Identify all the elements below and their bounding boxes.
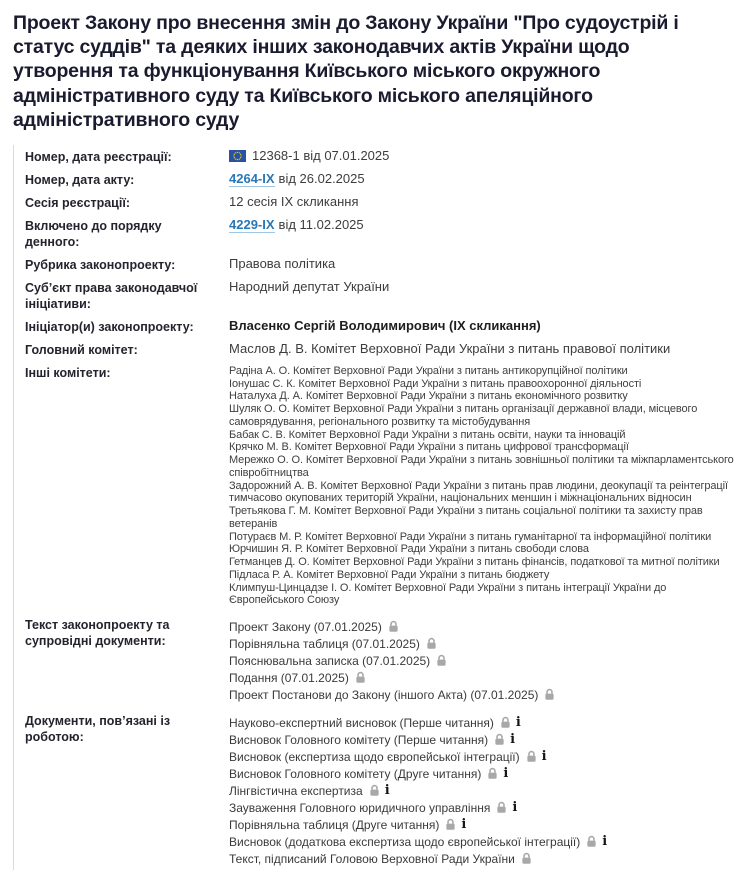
bill-documents-list	[229, 616, 734, 703]
lock-icon[interactable]	[526, 750, 537, 763]
document-title[interactable]: Зауваження Головного юридичного управління	[229, 800, 491, 815]
field-row-registration	[25, 145, 734, 168]
field-row-initiator	[25, 315, 734, 338]
document-item[interactable]	[229, 618, 734, 635]
lock-icon[interactable]	[445, 818, 456, 831]
registration-number: 12368-1 від 07.01.2025	[252, 147, 390, 163]
document-title[interactable]: Порівняльна таблиця (07.01.2025)	[229, 636, 420, 651]
document-title[interactable]: Проект Постанови до Закону (іншого Акта) (07.01.2025)	[229, 687, 539, 702]
rubric-value: Правова політика	[229, 255, 336, 271]
document-item[interactable]	[229, 748, 734, 765]
act-label: Номер, дата акту:	[25, 172, 135, 187]
committee-item: Бабак С. В. Комітет Верховної Ради України з питань освіти, науки та інновацій	[229, 428, 626, 441]
subject-label: Суб’єкт права законодавчої ініціативи:	[25, 280, 198, 311]
document-item[interactable]	[229, 731, 734, 748]
info-icon[interactable]: i	[503, 766, 509, 782]
registration-label: Номер, дата реєстрації:	[25, 149, 172, 164]
bill-documents-label: Текст законопроекту та супровідні документи:	[25, 618, 170, 649]
document-item[interactable]	[229, 816, 734, 833]
committee-item: Іонушас С. К. Комітет Верховної Ради України з питань правоохоронної діяльності	[229, 377, 642, 390]
document-title[interactable]: Проект Закону (07.01.2025)	[229, 619, 382, 634]
committee-item: Гетманцев Д. О. Комітет Верховної Ради України з питань фінансів, податкової та митної політики	[229, 556, 720, 569]
committee-item: Крячко М. В. Комітет Верховної Ради України з питань цифрової трансформації	[229, 441, 629, 454]
committee-item: Климпуш-Цинцадзе І. О. Комітет Верховної Ради України з питань інтеграції України до Європейського Союзу	[229, 581, 667, 607]
field-row-bill-documents	[25, 610, 734, 706]
document-title[interactable]: Висновок (додаткова експертиза щодо європейської інтеграції)	[229, 834, 581, 849]
committee-item: Третьякова Г. М. Комітет Верховної Ради України з питань соціальної політики та захисту прав ветеранів	[229, 505, 703, 530]
session-value: 12 сесія IX скликання	[229, 193, 359, 209]
field-row-session	[25, 191, 734, 214]
bill-info-table	[13, 145, 734, 870]
document-title[interactable]: Порівняльна таблиця (Друге читання)	[229, 817, 440, 832]
document-item[interactable]	[229, 850, 734, 867]
act-number-link[interactable]: 4264-IX	[229, 170, 275, 186]
document-title[interactable]: Висновок Головного комітету (Перше читання)	[229, 732, 489, 747]
committee-item: Наталуха Д. А. Комітет Верховної Ради України з питань економічного розвитку	[229, 390, 628, 403]
committee-item: Підласа Р. А. Комітет Верховної Ради України з питань бюджету	[229, 568, 550, 581]
initiator-label: Ініціатор(и) законопроекту:	[25, 319, 194, 334]
document-item[interactable]	[229, 714, 734, 731]
field-row-other-committees	[25, 361, 734, 610]
lock-icon[interactable]	[426, 637, 437, 650]
document-title[interactable]: Подання (07.01.2025)	[229, 670, 349, 685]
document-item[interactable]	[229, 799, 734, 816]
rubric-label: Рубрика законопроекту:	[25, 257, 176, 272]
committee-item: Радіна А. О. Комітет Верховної Ради України з питань антикорупційної політики	[229, 364, 628, 377]
eu-flag-icon	[229, 150, 246, 162]
info-icon[interactable]: i	[541, 749, 547, 765]
info-icon[interactable]: i	[602, 834, 608, 850]
bill-title: Проект Закону про внесення змін до Закону України "Про судоустрій і статус суддів" та деяких інших законодавчих актів України щодо утворення та функціонування Київського міського окружного адміністративного суду та Київського міського апеляційного адміністративного суду	[13, 12, 679, 131]
registration-value	[229, 148, 734, 165]
field-row-rubric	[25, 253, 734, 276]
document-title[interactable]: Висновок Головного комітету (Друге читання)	[229, 766, 482, 781]
committee-item: Потураєв М. Р. Комітет Верховної Ради України з питань гуманітарної та інформаційної політики	[229, 530, 712, 543]
document-title[interactable]: Науково-експертний висновок (Перше читання)	[229, 715, 494, 730]
info-icon[interactable]: i	[512, 800, 518, 816]
subject-value: Народний депутат України	[229, 278, 390, 294]
related-documents-list	[229, 712, 734, 867]
agenda-date: від 11.02.2025	[278, 216, 364, 232]
other-committees-label: Інші комітети:	[25, 365, 111, 380]
committee-item: Мережко О. О. Комітет Верховної Ради України з питань зовнішньої політики та міжпарламентського співробітництва	[229, 454, 734, 479]
agenda-label: Включено до порядку денного:	[25, 218, 162, 249]
document-title[interactable]: Лінгвістична експертиза	[229, 783, 363, 798]
document-title[interactable]: Висновок (експертиза щодо європейської інтеграції)	[229, 749, 520, 764]
info-icon[interactable]: i	[515, 715, 521, 731]
agenda-value	[229, 217, 734, 234]
related-documents-label: Документи, пов’язані із роботою:	[25, 714, 171, 745]
document-item[interactable]	[229, 652, 734, 669]
committee-item: Шуляк О. О. Комітет Верховної Ради України з питань організації державної влади, місцевого самоврядування, регіонального розвитку та містобудування	[229, 403, 698, 428]
document-item[interactable]	[229, 833, 734, 850]
main-committee-label: Головний комітет:	[25, 342, 138, 357]
lock-icon[interactable]	[586, 835, 597, 848]
field-row-main-committee	[25, 338, 734, 361]
info-icon[interactable]: i	[384, 783, 390, 799]
field-row-agenda	[25, 214, 734, 253]
field-row-related-documents	[25, 706, 734, 870]
field-row-subject	[25, 276, 734, 315]
info-icon[interactable]: i	[510, 732, 516, 748]
act-date: від 26.02.2025	[278, 170, 365, 186]
lock-icon[interactable]	[436, 654, 447, 667]
main-committee-value: Маслов Д. В. Комітет Верховної Ради України з питань правової політики	[229, 340, 671, 356]
document-item[interactable]	[229, 782, 734, 799]
committee-item: Юрчишин Я. Р. Комітет Верховної Ради України з питань свободи слова	[229, 543, 589, 556]
document-title[interactable]: Пояснювальна записка (07.01.2025)	[229, 653, 431, 668]
lock-icon[interactable]	[521, 852, 532, 865]
session-label: Сесія реєстрації:	[25, 195, 130, 210]
info-icon[interactable]: i	[461, 817, 467, 833]
act-value	[229, 171, 734, 188]
other-committees-list	[229, 364, 734, 607]
lock-icon[interactable]	[500, 716, 511, 729]
committee-item: Задорожний А. В. Комітет Верховної Ради України з питань прав людини, деокупації та реінтеграції тимчасово окупованих територій України, національних меншин і міжнаціональних відносин	[229, 479, 728, 505]
lock-icon[interactable]	[369, 784, 380, 797]
document-item[interactable]	[229, 686, 734, 703]
lock-icon[interactable]	[388, 620, 399, 633]
lock-icon[interactable]	[494, 733, 505, 746]
lock-icon[interactable]	[544, 688, 555, 701]
document-item[interactable]	[229, 635, 734, 652]
initiator-value: Власенко Сергій Володимирович (IX скликання)	[229, 317, 541, 333]
lock-icon[interactable]	[355, 671, 366, 684]
agenda-number-link[interactable]: 4229-IX	[229, 216, 275, 232]
lock-icon[interactable]	[487, 767, 498, 780]
document-title[interactable]: Текст, підписаний Головою Верховної Ради України	[229, 851, 515, 866]
field-row-act	[25, 168, 734, 191]
document-item[interactable]	[229, 669, 734, 686]
lock-icon[interactable]	[496, 801, 507, 814]
